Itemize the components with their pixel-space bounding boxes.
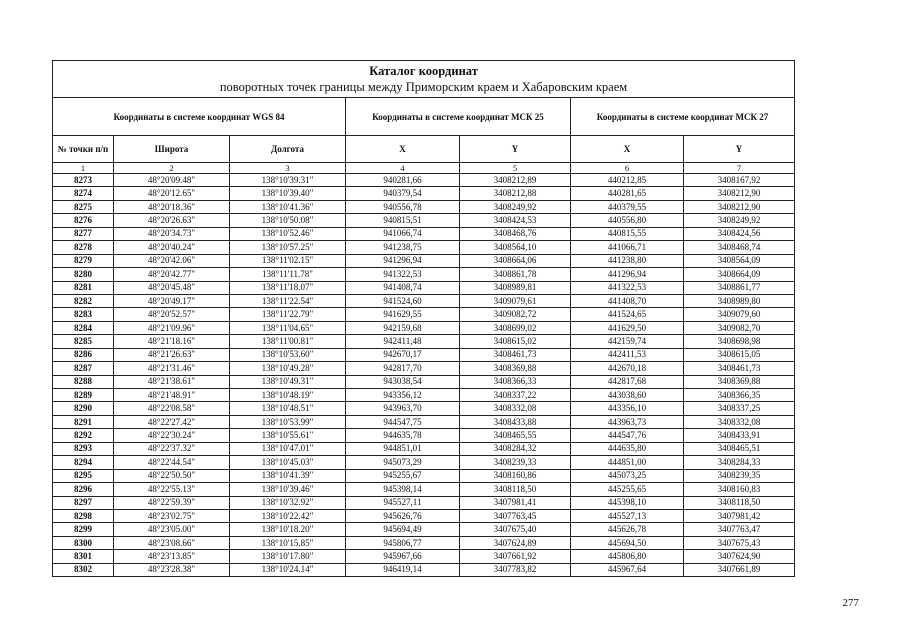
longitude-cell: 138°10'53.60": [230, 348, 346, 361]
longitude-cell: 138°10'41.39": [230, 469, 346, 482]
y-msk27-cell: 3409082,70: [684, 321, 795, 334]
y-msk27-cell: 3408239,35: [684, 469, 795, 482]
y-msk25-cell: 3408337,22: [460, 389, 571, 402]
x-msk27-cell: 441296,94: [571, 268, 684, 281]
x-msk27-cell: 443963,73: [571, 415, 684, 428]
table-row: [53, 550, 795, 563]
latitude-cell: 48°20'18.36": [114, 200, 230, 213]
longitude-cell: 138°10'49.28": [230, 362, 346, 375]
x-msk25-cell: 940281,66: [346, 174, 460, 187]
x-msk25-cell: 943356,12: [346, 389, 460, 402]
point-number-cell: 8275: [53, 200, 114, 213]
table-row: [53, 348, 795, 361]
table-row: [53, 254, 795, 267]
longitude-cell: 138°11'02.15": [230, 254, 346, 267]
y-msk25-cell: 3408332,08: [460, 402, 571, 415]
table-row: [53, 483, 795, 496]
x-msk25-cell: 940556,78: [346, 200, 460, 213]
longitude-cell: 138°10'39.40": [230, 187, 346, 200]
table-row: [53, 563, 795, 576]
x-msk25-cell: 941322,53: [346, 268, 460, 281]
latitude-cell: 48°21'26.63": [114, 348, 230, 361]
table-row: [53, 335, 795, 348]
x-msk27-cell: 445967,64: [571, 563, 684, 576]
y-msk27-cell: 3408160,83: [684, 483, 795, 496]
table-row: [53, 241, 795, 254]
y-msk27-cell: 3408465,51: [684, 442, 795, 455]
latitude-cell: 48°20'49.17": [114, 294, 230, 307]
point-number-cell: 8283: [53, 308, 114, 321]
y-msk27-cell: 3409079,60: [684, 308, 795, 321]
table-row: [53, 362, 795, 375]
column-header-x-msk27: X: [571, 136, 684, 163]
column-index: 3: [230, 163, 346, 174]
table-row: [53, 402, 795, 415]
point-number-cell: 8288: [53, 375, 114, 388]
table-row: [53, 187, 795, 200]
point-number-cell: 8302: [53, 563, 114, 576]
y-msk25-cell: 3408989,81: [460, 281, 571, 294]
table-row: [53, 294, 795, 307]
x-msk25-cell: 942670,17: [346, 348, 460, 361]
longitude-cell: 138°10'15.85": [230, 536, 346, 549]
point-number-cell: 8298: [53, 509, 114, 522]
table-row: [53, 496, 795, 509]
point-number-cell: 8291: [53, 415, 114, 428]
x-msk27-cell: 440379,55: [571, 200, 684, 213]
x-msk25-cell: 940815,51: [346, 214, 460, 227]
longitude-cell: 138°10'45.03": [230, 456, 346, 469]
longitude-cell: 138°11'11.78": [230, 268, 346, 281]
latitude-cell: 48°20'09.48": [114, 174, 230, 187]
x-msk27-cell: 445694,50: [571, 536, 684, 549]
point-number-cell: 8279: [53, 254, 114, 267]
longitude-cell: 138°10'57.25": [230, 241, 346, 254]
y-msk27-cell: 3408284,33: [684, 456, 795, 469]
latitude-cell: 48°23'13.85": [114, 550, 230, 563]
longitude-cell: 138°10'48.51": [230, 402, 346, 415]
group-header-wgs84: Координаты в системе координат WGS 84: [53, 98, 346, 136]
catalog-title-subtitle: поворотных точек границы между Приморским краем и Хабаровским краем: [219, 80, 628, 94]
y-msk27-cell: 3408249,92: [684, 214, 795, 227]
longitude-cell: 138°10'18.20": [230, 523, 346, 536]
x-msk25-cell: 945626,76: [346, 509, 460, 522]
column-header-x-msk25: X: [346, 136, 460, 163]
latitude-cell: 48°22'27.42": [114, 415, 230, 428]
table-row: [53, 509, 795, 522]
x-msk25-cell: 945806,77: [346, 536, 460, 549]
x-msk25-cell: 944547,75: [346, 415, 460, 428]
table-row: [53, 469, 795, 482]
table-row: [53, 321, 795, 334]
table-row: [53, 442, 795, 455]
y-msk25-cell: 3408664,06: [460, 254, 571, 267]
table-row: [53, 227, 795, 240]
latitude-cell: 48°20'26.63": [114, 214, 230, 227]
longitude-cell: 138°10'47.01": [230, 442, 346, 455]
y-msk27-cell: 3407981,42: [684, 509, 795, 522]
y-msk27-cell: 3408989,80: [684, 294, 795, 307]
y-msk25-cell: 3408369,88: [460, 362, 571, 375]
x-msk27-cell: 442817,68: [571, 375, 684, 388]
y-msk25-cell: 3408118,50: [460, 483, 571, 496]
latitude-cell: 48°23'02.75": [114, 509, 230, 522]
x-msk27-cell: 445398,10: [571, 496, 684, 509]
point-number-cell: 8276: [53, 214, 114, 227]
latitude-cell: 48°22'08.58": [114, 402, 230, 415]
table-row: [53, 308, 795, 321]
catalog-title-main: Каталог координат: [369, 64, 478, 78]
y-msk25-cell: 3408468,76: [460, 227, 571, 240]
x-msk27-cell: 441238,80: [571, 254, 684, 267]
x-msk25-cell: 942411,48: [346, 335, 460, 348]
y-msk27-cell: 3408461,73: [684, 362, 795, 375]
latitude-cell: 48°20'42.77": [114, 268, 230, 281]
latitude-cell: 48°20'45.48": [114, 281, 230, 294]
y-msk27-cell: 3408167,92: [684, 174, 795, 187]
column-header-point: № точки п/п: [53, 136, 114, 163]
y-msk25-cell: 3408615,02: [460, 335, 571, 348]
column-index-row: [53, 163, 795, 174]
coordinate-catalog-table: [52, 60, 795, 577]
column-index: 6: [571, 163, 684, 174]
x-msk25-cell: 945527,11: [346, 496, 460, 509]
x-msk27-cell: 440556,80: [571, 214, 684, 227]
column-header-y-msk25: Y: [460, 136, 571, 163]
longitude-cell: 138°10'39.46": [230, 483, 346, 496]
x-msk27-cell: 443038,60: [571, 389, 684, 402]
x-msk27-cell: 440212,85: [571, 174, 684, 187]
x-msk25-cell: 941066,74: [346, 227, 460, 240]
x-msk27-cell: 441629,50: [571, 321, 684, 334]
point-number-cell: 8297: [53, 496, 114, 509]
y-msk25-cell: 3409082,72: [460, 308, 571, 321]
table-row: [53, 268, 795, 281]
y-msk27-cell: 3408212,90: [684, 200, 795, 213]
point-number-cell: 8286: [53, 348, 114, 361]
x-msk25-cell: 941524,60: [346, 294, 460, 307]
column-header-longitude: Долгота: [230, 136, 346, 163]
y-msk25-cell: 3408366,33: [460, 375, 571, 388]
x-msk25-cell: 940379,54: [346, 187, 460, 200]
group-header-msk27: Координаты в системе координат МСК 27: [571, 98, 795, 136]
table-row: [53, 375, 795, 388]
y-msk27-cell: 3408337,25: [684, 402, 795, 415]
y-msk25-cell: 3408699,02: [460, 321, 571, 334]
x-msk25-cell: 945073,29: [346, 456, 460, 469]
y-msk25-cell: 3408564,10: [460, 241, 571, 254]
y-msk25-cell: 3407783,82: [460, 563, 571, 576]
point-number-cell: 8284: [53, 321, 114, 334]
latitude-cell: 48°22'50.50": [114, 469, 230, 482]
table-row: [53, 200, 795, 213]
x-msk27-cell: 441066,71: [571, 241, 684, 254]
table-row: [53, 281, 795, 294]
x-msk25-cell: 945398,14: [346, 483, 460, 496]
longitude-cell: 138°10'48.19": [230, 389, 346, 402]
x-msk27-cell: 442159,74: [571, 335, 684, 348]
column-index: 5: [460, 163, 571, 174]
x-msk27-cell: 445626,78: [571, 523, 684, 536]
latitude-cell: 48°21'31.46": [114, 362, 230, 375]
table-row: [53, 536, 795, 549]
x-msk27-cell: 445073,25: [571, 469, 684, 482]
point-number-cell: 8287: [53, 362, 114, 375]
point-number-cell: 8294: [53, 456, 114, 469]
y-msk25-cell: 3408461,73: [460, 348, 571, 361]
point-number-cell: 8299: [53, 523, 114, 536]
y-msk25-cell: 3408160,86: [460, 469, 571, 482]
latitude-cell: 48°23'08.66": [114, 536, 230, 549]
column-index: 1: [53, 163, 114, 174]
x-msk27-cell: 440815,55: [571, 227, 684, 240]
x-msk25-cell: 941296,94: [346, 254, 460, 267]
y-msk25-cell: 3409079,61: [460, 294, 571, 307]
x-msk27-cell: 442411,53: [571, 348, 684, 361]
column-header-y-msk27: Y: [684, 136, 795, 163]
table-row: [53, 214, 795, 227]
table-body: [53, 174, 795, 577]
latitude-cell: 48°20'52.57": [114, 308, 230, 321]
longitude-cell: 138°10'50.08": [230, 214, 346, 227]
y-msk25-cell: 3407763,45: [460, 509, 571, 522]
latitude-cell: 48°22'59.39": [114, 496, 230, 509]
latitude-cell: 48°21'38.61": [114, 375, 230, 388]
latitude-cell: 48°22'30.24": [114, 429, 230, 442]
point-number-cell: 8278: [53, 241, 114, 254]
x-msk25-cell: 943038,54: [346, 375, 460, 388]
x-msk27-cell: 440281,65: [571, 187, 684, 200]
longitude-cell: 138°11'22.79": [230, 308, 346, 321]
longitude-cell: 138°10'22.42": [230, 509, 346, 522]
longitude-cell: 138°10'41.36": [230, 200, 346, 213]
latitude-cell: 48°21'09.96": [114, 321, 230, 334]
point-number-cell: 8273: [53, 174, 114, 187]
point-number-cell: 8301: [53, 550, 114, 563]
table-row: [53, 415, 795, 428]
y-msk25-cell: 3407624,89: [460, 536, 571, 549]
page-number: 277: [842, 597, 859, 609]
x-msk27-cell: 444547,76: [571, 429, 684, 442]
x-msk25-cell: 946419,14: [346, 563, 460, 576]
x-msk27-cell: 442670,18: [571, 362, 684, 375]
y-msk27-cell: 3408468,74: [684, 241, 795, 254]
point-number-cell: 8292: [53, 429, 114, 442]
y-msk27-cell: 3408332,08: [684, 415, 795, 428]
y-msk27-cell: 3408861,77: [684, 281, 795, 294]
point-number-cell: 8280: [53, 268, 114, 281]
x-msk27-cell: 445527,13: [571, 509, 684, 522]
y-msk25-cell: 3408861,78: [460, 268, 571, 281]
longitude-cell: 138°11'22.54": [230, 294, 346, 307]
point-number-cell: 8296: [53, 483, 114, 496]
longitude-cell: 138°10'24.14": [230, 563, 346, 576]
point-number-cell: 8281: [53, 281, 114, 294]
y-msk25-cell: 3408212,89: [460, 174, 571, 187]
x-msk25-cell: 945255,67: [346, 469, 460, 482]
latitude-cell: 48°21'48.91": [114, 389, 230, 402]
longitude-cell: 138°10'39.31": [230, 174, 346, 187]
x-msk27-cell: 441524,65: [571, 308, 684, 321]
x-msk25-cell: 944635,78: [346, 429, 460, 442]
y-msk27-cell: 3408564,09: [684, 254, 795, 267]
point-number-cell: 8282: [53, 294, 114, 307]
x-msk27-cell: 443356,10: [571, 402, 684, 415]
column-index: 4: [346, 163, 460, 174]
longitude-cell: 138°10'55.61": [230, 429, 346, 442]
y-msk27-cell: 3408424,56: [684, 227, 795, 240]
y-msk27-cell: 3408433,91: [684, 429, 795, 442]
longitude-cell: 138°10'32.92": [230, 496, 346, 509]
x-msk25-cell: 943963,70: [346, 402, 460, 415]
x-msk25-cell: 941408,74: [346, 281, 460, 294]
latitude-cell: 48°22'37.32": [114, 442, 230, 455]
y-msk25-cell: 3408239,33: [460, 456, 571, 469]
y-msk27-cell: 3408698,98: [684, 335, 795, 348]
column-index: 7: [684, 163, 795, 174]
x-msk27-cell: 441408,70: [571, 294, 684, 307]
x-msk27-cell: 444851,00: [571, 456, 684, 469]
point-number-cell: 8293: [53, 442, 114, 455]
y-msk27-cell: 3407661,89: [684, 563, 795, 576]
point-number-cell: 8274: [53, 187, 114, 200]
point-number-cell: 8295: [53, 469, 114, 482]
table-header: [53, 61, 795, 174]
latitude-cell: 48°23'05.00": [114, 523, 230, 536]
latitude-cell: 48°20'12.65": [114, 187, 230, 200]
y-msk27-cell: 3408212,90: [684, 187, 795, 200]
y-msk27-cell: 3407624,90: [684, 550, 795, 563]
latitude-cell: 48°21'18.16": [114, 335, 230, 348]
latitude-cell: 48°20'34.73": [114, 227, 230, 240]
y-msk25-cell: 3407981,41: [460, 496, 571, 509]
y-msk25-cell: 3408284,32: [460, 442, 571, 455]
x-msk25-cell: 944851,01: [346, 442, 460, 455]
column-header-latitude: Широта: [114, 136, 230, 163]
latitude-cell: 48°23'28.38": [114, 563, 230, 576]
y-msk27-cell: 3408118,50: [684, 496, 795, 509]
x-msk27-cell: 441322,53: [571, 281, 684, 294]
latitude-cell: 48°22'55.13": [114, 483, 230, 496]
y-msk27-cell: 3407763,47: [684, 523, 795, 536]
x-msk25-cell: 941238,75: [346, 241, 460, 254]
y-msk25-cell: 3408465,55: [460, 429, 571, 442]
y-msk25-cell: 3407661,92: [460, 550, 571, 563]
y-msk25-cell: 3408433,88: [460, 415, 571, 428]
x-msk25-cell: 945967,66: [346, 550, 460, 563]
y-msk25-cell: 3407675,40: [460, 523, 571, 536]
x-msk27-cell: 445806,80: [571, 550, 684, 563]
point-number-cell: 8289: [53, 389, 114, 402]
column-index: 2: [114, 163, 230, 174]
x-msk25-cell: 942817,70: [346, 362, 460, 375]
x-msk27-cell: 445255,65: [571, 483, 684, 496]
table-row: [53, 429, 795, 442]
longitude-cell: 138°10'52.46": [230, 227, 346, 240]
table-row: [53, 389, 795, 402]
group-header-msk25: Координаты в системе координат МСК 25: [346, 98, 571, 136]
y-msk25-cell: 3408424,53: [460, 214, 571, 227]
point-number-cell: 8285: [53, 335, 114, 348]
table-row: [53, 456, 795, 469]
table-row: [53, 174, 795, 187]
x-msk25-cell: 942159,68: [346, 321, 460, 334]
longitude-cell: 138°10'49.31": [230, 375, 346, 388]
y-msk25-cell: 3408212,88: [460, 187, 571, 200]
y-msk27-cell: 3407675,43: [684, 536, 795, 549]
y-msk27-cell: 3408615,05: [684, 348, 795, 361]
x-msk27-cell: 444635,80: [571, 442, 684, 455]
y-msk27-cell: 3408664,09: [684, 268, 795, 281]
longitude-cell: 138°11'00.81": [230, 335, 346, 348]
latitude-cell: 48°20'40.24": [114, 241, 230, 254]
y-msk25-cell: 3408249,92: [460, 200, 571, 213]
latitude-cell: 48°20'42.06": [114, 254, 230, 267]
catalog-title: [53, 61, 795, 98]
point-number-cell: 8300: [53, 536, 114, 549]
longitude-cell: 138°11'04.65": [230, 321, 346, 334]
x-msk25-cell: 941629,55: [346, 308, 460, 321]
y-msk27-cell: 3408369,88: [684, 375, 795, 388]
point-number-cell: 8277: [53, 227, 114, 240]
y-msk27-cell: 3408366,35: [684, 389, 795, 402]
longitude-cell: 138°10'53.99": [230, 415, 346, 428]
x-msk25-cell: 945694,49: [346, 523, 460, 536]
table-row: [53, 523, 795, 536]
latitude-cell: 48°22'44.54": [114, 456, 230, 469]
point-number-cell: 8290: [53, 402, 114, 415]
longitude-cell: 138°11'18.07": [230, 281, 346, 294]
longitude-cell: 138°10'17.80": [230, 550, 346, 563]
